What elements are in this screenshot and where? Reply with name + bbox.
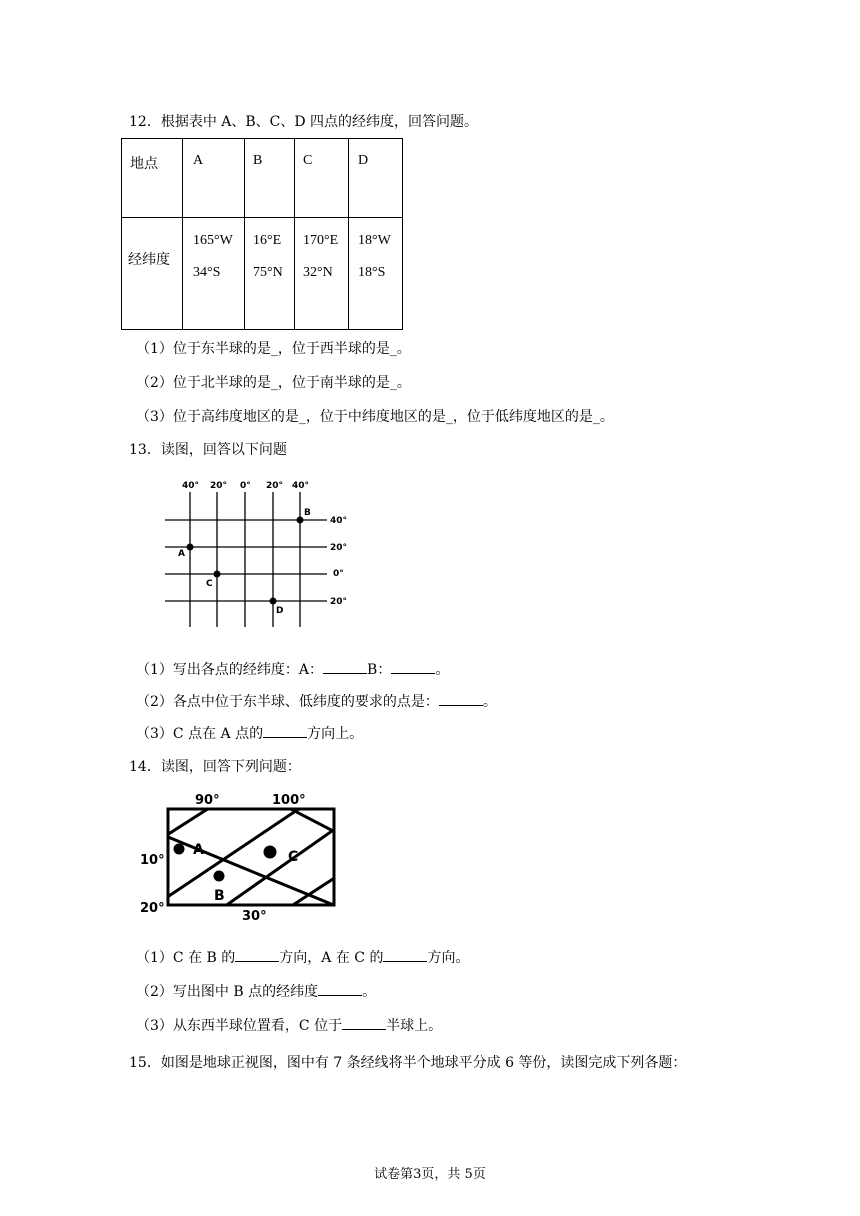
q13-title: 13．读图，回答以下问题 bbox=[129, 442, 287, 458]
q14-sub3 bbox=[136, 1016, 442, 1035]
q13-sub1 bbox=[136, 660, 449, 679]
table-header-coords: 经纬度 bbox=[128, 252, 170, 268]
q13-blank-b[interactable] bbox=[391, 660, 435, 674]
q14-label-20: 20° bbox=[140, 901, 165, 916]
table-lat-d: 18°S bbox=[358, 265, 386, 280]
q14-sub1-end: 方向。 bbox=[427, 950, 470, 966]
q14-label-10: 10° bbox=[140, 853, 165, 868]
table-lon-a: 165°W bbox=[193, 233, 233, 248]
q13-point-b bbox=[297, 517, 304, 524]
q13-top-label: 0° bbox=[240, 481, 251, 491]
q13-figure bbox=[160, 475, 360, 635]
page-footer: 试卷第3页，共 5页 bbox=[374, 1167, 486, 1182]
q13-blank-direction[interactable] bbox=[263, 724, 307, 738]
q14-title: 14．读图，回答下列问题： bbox=[129, 759, 301, 775]
q13-blank-a[interactable] bbox=[323, 660, 367, 674]
table-lon-c: 170°E bbox=[303, 233, 339, 248]
table-header-place: 地点 bbox=[130, 156, 158, 172]
q13-right-label: 20° bbox=[330, 543, 348, 553]
q14-sub3-end: 半球上。 bbox=[386, 1018, 443, 1034]
q14-grid-line bbox=[211, 800, 346, 916]
table-point-a: A bbox=[193, 153, 204, 168]
q14-label-30: 30° bbox=[242, 909, 267, 924]
q14-sub1-text-b: 方向，A 在 C 的 bbox=[279, 950, 384, 966]
q13-sub3-end: 方向上。 bbox=[307, 726, 364, 742]
q13-point-a bbox=[187, 544, 194, 551]
q13-label-a: A bbox=[178, 549, 185, 559]
q14-blank-hemisphere[interactable] bbox=[342, 1016, 386, 1030]
q12-table bbox=[121, 138, 403, 330]
q13-sub2-text: （2）各点中位于东半球、低纬度的要求的点是： bbox=[136, 694, 439, 710]
q12-title: 12．根据表中 A、B、C、D 四点的经纬度，回答问题。 bbox=[129, 114, 479, 130]
table-lon-d: 18°W bbox=[358, 233, 391, 248]
q13-blank-points[interactable] bbox=[439, 692, 483, 706]
table-point-c: C bbox=[303, 153, 313, 168]
q13-label-d: D bbox=[276, 606, 284, 616]
q13-sub3-text: （3）C 点在 A 点的 bbox=[136, 726, 264, 742]
q14-sub2 bbox=[136, 982, 376, 1001]
q13-label-b: B bbox=[304, 508, 311, 518]
q13-sub3 bbox=[136, 724, 363, 743]
q13-sub2 bbox=[136, 692, 497, 711]
table-lat-a: 34°S bbox=[193, 265, 221, 280]
q14-blank-b-coords[interactable] bbox=[318, 982, 362, 996]
q13-top-label: 40° bbox=[182, 481, 200, 491]
q14-grid-line bbox=[306, 788, 346, 818]
q14-sub2-text: （2）写出图中 B 点的经纬度 bbox=[136, 984, 319, 1000]
q13-top-label: 20° bbox=[266, 481, 284, 491]
q13-label-c: C bbox=[206, 579, 213, 589]
q14-label-b: B bbox=[214, 888, 225, 904]
q13-top-label: 20° bbox=[210, 481, 228, 491]
q14-figure bbox=[136, 788, 346, 928]
q14-point-a bbox=[174, 844, 185, 855]
table-lat-c: 32°N bbox=[303, 265, 333, 280]
q14-sub3-text: （3）从东西半球位置看，C 位于 bbox=[136, 1018, 343, 1034]
q12-sub3: （3）位于高纬度地区的是_，位于中纬度地区的是_，位于低纬度地区的是_。 bbox=[136, 409, 614, 425]
q13-sub1-text-b: B： bbox=[367, 662, 392, 678]
table-point-b: B bbox=[253, 153, 263, 168]
q12-sub2: （2）位于北半球的是_，位于南半球的是_。 bbox=[136, 375, 411, 391]
q14-blank-c-b[interactable] bbox=[235, 948, 279, 962]
q14-sub1 bbox=[136, 948, 469, 967]
q14-point-c bbox=[264, 846, 277, 859]
q15-title: 15．如图是地球正视图，图中有 7 条经线将半个地球平分成 6 等份，读图完成下列各题： bbox=[129, 1055, 687, 1071]
table-point-d: D bbox=[358, 153, 369, 168]
q13-point-c bbox=[214, 571, 221, 578]
q14-sub2-end: 。 bbox=[362, 984, 377, 1000]
q13-sub2-end: 。 bbox=[482, 694, 497, 710]
q14-label-c: C bbox=[288, 849, 299, 865]
table-lon-b: 16°E bbox=[253, 233, 282, 248]
q13-right-label: 40° bbox=[330, 516, 348, 526]
q13-top-label: 40° bbox=[292, 481, 310, 491]
q14-point-b bbox=[214, 871, 225, 882]
q13-sub1-text: （1）写出各点的经纬度：A： bbox=[136, 662, 324, 678]
q14-sub1-text: （1）C 在 B 的 bbox=[136, 950, 236, 966]
q13-point-d bbox=[270, 598, 277, 605]
q14-blank-a-c[interactable] bbox=[383, 948, 427, 962]
q14-label-a: A bbox=[193, 842, 204, 858]
q13-right-label: 0° bbox=[333, 569, 344, 579]
q14-label-90: 90° bbox=[195, 793, 220, 808]
table-lat-b: 75°N bbox=[253, 265, 283, 280]
q12-sub1: （1）位于东半球的是_，位于西半球的是_。 bbox=[136, 341, 411, 357]
q13-right-label: 20° bbox=[330, 597, 348, 607]
q13-sub1-end: 。 bbox=[435, 662, 450, 678]
q14-label-100: 100° bbox=[272, 793, 306, 808]
